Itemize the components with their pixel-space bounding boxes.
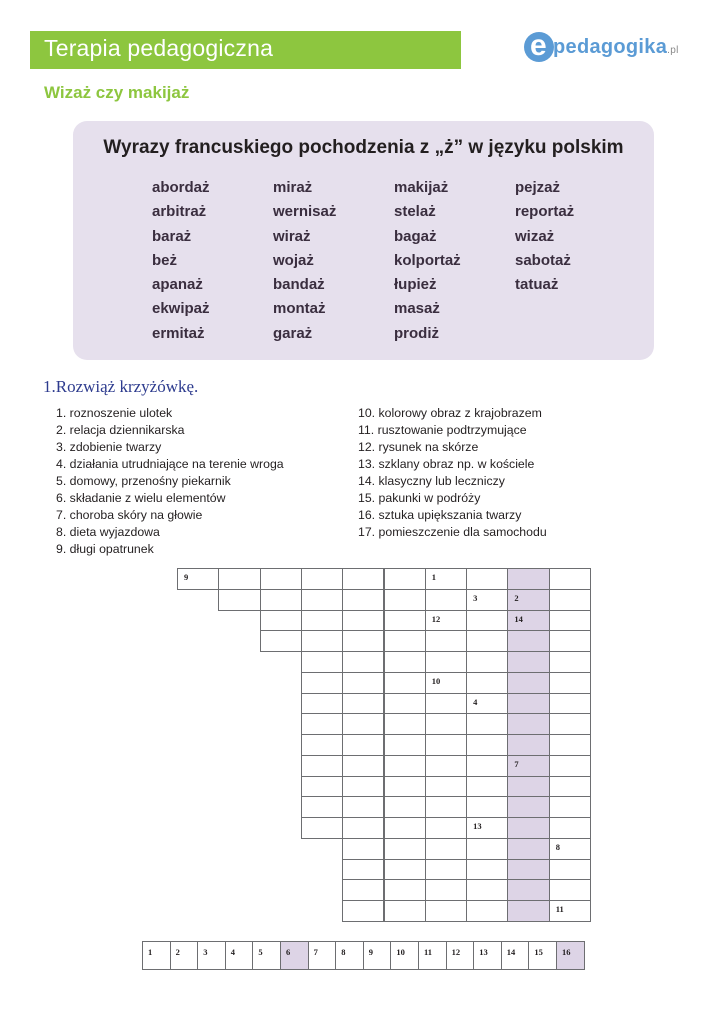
answer-cell[interactable] xyxy=(556,941,585,970)
crossword-cell[interactable] xyxy=(342,693,384,715)
crossword-cell[interactable] xyxy=(507,713,549,735)
crossword-cell[interactable] xyxy=(301,796,343,818)
answer-cell-number: 13 xyxy=(479,947,488,957)
word-item: ekwipaż xyxy=(152,300,210,318)
answer-cell-number: 4 xyxy=(230,947,236,957)
crossword-cell[interactable] xyxy=(466,734,508,756)
clue-item: 6. składanie z wielu elementów xyxy=(56,491,226,505)
crossword-cell[interactable] xyxy=(425,859,467,881)
crossword-cell[interactable] xyxy=(342,734,384,756)
crossword-cell[interactable] xyxy=(507,796,549,818)
crossword-cell[interactable] xyxy=(507,776,549,798)
clue-item: 1. roznoszenie ulotek xyxy=(56,406,173,420)
crossword-clue-number: 8 xyxy=(555,841,560,852)
answer-cell-number: 10 xyxy=(396,947,405,957)
crossword-cell[interactable] xyxy=(301,755,343,777)
crossword-cell[interactable] xyxy=(342,900,384,922)
crossword-cell[interactable] xyxy=(425,734,467,756)
crossword-cell[interactable] xyxy=(425,610,467,632)
word-list-title: Wyrazy francuskiego pochodzenia z „ż” w języku polskim xyxy=(103,137,624,158)
word-column-2 xyxy=(273,176,336,346)
crossword-cell[interactable] xyxy=(466,693,508,715)
clue-item: 12. rysunek na skórze xyxy=(358,440,479,454)
crossword-clue-number: 2 xyxy=(514,592,519,603)
clue-item: 2. relacja dziennikarska xyxy=(56,423,185,437)
answer-cell-number: 8 xyxy=(341,947,346,957)
clue-item: 3. zdobienie twarzy xyxy=(56,440,162,454)
answer-cell[interactable] xyxy=(142,941,171,970)
crossword-cell[interactable] xyxy=(342,610,384,632)
crossword-cell[interactable] xyxy=(384,817,426,839)
crossword-cell[interactable] xyxy=(342,589,384,611)
answer-cell-number: 3 xyxy=(203,947,208,957)
section-subtitle: Wizaż czy makijaż xyxy=(44,83,190,102)
crossword-cell[interactable] xyxy=(507,879,549,901)
crossword-cell[interactable] xyxy=(507,630,549,652)
clue-item: 11. rusztowanie podtrzymujące xyxy=(358,423,527,437)
crossword-cell[interactable] xyxy=(425,817,467,839)
crossword-cell[interactable] xyxy=(342,838,384,860)
crossword-cell[interactable] xyxy=(507,859,549,881)
word-item: pejzaż xyxy=(515,179,561,196)
crossword-cell[interactable] xyxy=(549,859,591,881)
clue-item: 16. sztuka upiększania twarzy xyxy=(358,508,522,522)
crossword-cell[interactable] xyxy=(549,900,591,922)
crossword-cell[interactable] xyxy=(425,693,467,715)
clue-item: 9. długi opatrunek xyxy=(56,542,154,556)
clues-right xyxy=(358,405,547,541)
answer-cell-number: 15 xyxy=(534,947,543,957)
crossword-cell[interactable] xyxy=(342,630,384,652)
crossword-cell[interactable] xyxy=(549,776,591,798)
crossword-cell[interactable] xyxy=(425,651,467,673)
crossword-cell[interactable] xyxy=(466,713,508,735)
word-item: reportaż xyxy=(515,203,575,221)
crossword-cell[interactable] xyxy=(549,630,591,652)
crossword-cell[interactable] xyxy=(507,755,549,777)
crossword-clue-number: 12 xyxy=(431,613,441,624)
crossword-clue-number: 11 xyxy=(555,904,564,914)
crossword-cell[interactable] xyxy=(466,610,508,632)
word-item: łupież xyxy=(394,276,437,294)
crossword-cell[interactable] xyxy=(425,672,467,694)
crossword-cell[interactable] xyxy=(260,610,302,632)
answer-cell-number: 2 xyxy=(175,947,180,957)
crossword-cell[interactable] xyxy=(549,817,591,839)
crossword-cell[interactable] xyxy=(384,693,426,715)
answer-cell[interactable] xyxy=(252,941,281,970)
crossword-cell[interactable] xyxy=(342,859,384,881)
crossword-cell[interactable] xyxy=(384,651,426,673)
crossword-cell[interactable] xyxy=(549,589,591,611)
crossword-clue-number: 1 xyxy=(431,572,437,582)
answer-cell-number: 16 xyxy=(562,947,571,957)
answer-cell[interactable] xyxy=(197,941,226,970)
clues-left xyxy=(56,405,284,558)
crossword-cell[interactable] xyxy=(384,900,426,922)
crossword-clue-number: 9 xyxy=(184,572,189,582)
crossword-cell[interactable] xyxy=(260,589,302,611)
word-item: beż xyxy=(152,251,178,269)
crossword-clue-number: 4 xyxy=(473,696,478,707)
logo-tld: .pl xyxy=(667,45,679,56)
crossword-cell[interactable] xyxy=(301,589,343,611)
answer-cell-number: 6 xyxy=(286,947,291,957)
crossword-cell[interactable] xyxy=(425,568,467,590)
crossword-cell[interactable] xyxy=(425,776,467,798)
crossword-cell[interactable] xyxy=(549,755,591,777)
crossword-clue-number: 14 xyxy=(514,613,523,624)
word-item: stelaż xyxy=(394,203,436,221)
crossword-cell[interactable] xyxy=(342,713,384,735)
crossword-cell[interactable] xyxy=(301,734,343,756)
crossword-cell[interactable] xyxy=(466,838,508,860)
crossword-cell[interactable] xyxy=(466,879,508,901)
word-item: abordaż xyxy=(152,179,210,196)
crossword-clue-number: 7 xyxy=(514,758,519,769)
crossword-cell[interactable] xyxy=(549,879,591,901)
banner-title: Terapia pedagogiczna xyxy=(44,35,274,61)
answer-cell[interactable] xyxy=(473,941,502,970)
crossword-cell[interactable] xyxy=(177,568,219,590)
word-item: wojaż xyxy=(273,251,314,269)
word-item: miraż xyxy=(273,179,313,196)
crossword-cell[interactable] xyxy=(384,630,426,652)
crossword-clue-number: 13 xyxy=(473,821,482,831)
word-item: arbitraż xyxy=(152,203,207,221)
clue-item: 17. pomieszczenie dla samochodu xyxy=(358,525,547,539)
word-item: baraż xyxy=(152,227,192,245)
crossword-cell[interactable] xyxy=(260,568,302,590)
crossword-cell[interactable] xyxy=(384,859,426,881)
answer-cell-number: 11 xyxy=(424,947,433,957)
crossword-cell[interactable] xyxy=(425,900,467,922)
crossword-cell[interactable] xyxy=(425,589,467,611)
crossword-cell[interactable] xyxy=(466,755,508,777)
clue-item: 4. działania utrudniające na terenie wroga xyxy=(56,457,284,471)
answer-cell[interactable] xyxy=(335,941,364,970)
word-item: ermitaż xyxy=(152,324,205,342)
word-item: prodiż xyxy=(394,324,439,342)
answer-cell[interactable] xyxy=(501,941,530,970)
clue-item: 7. choroba skóry na głowie xyxy=(56,508,203,522)
crossword-cell[interactable] xyxy=(507,693,549,715)
crossword-cell[interactable] xyxy=(425,796,467,818)
clue-item: 14. klasyczny lub leczniczy xyxy=(358,474,505,488)
crossword-cell[interactable] xyxy=(301,651,343,673)
crossword-cell[interactable] xyxy=(507,817,549,839)
word-item: masaż xyxy=(394,300,440,318)
crossword-cell[interactable] xyxy=(507,672,549,694)
logo-text: pedagogika xyxy=(553,36,668,58)
word-column-4 xyxy=(515,176,574,297)
word-column-1 xyxy=(152,176,210,346)
word-item: wernisaż xyxy=(273,203,337,221)
crossword-cell[interactable] xyxy=(301,672,343,694)
answer-cell-number: 1 xyxy=(148,947,153,957)
crossword-cell[interactable] xyxy=(549,672,591,694)
crossword-cell[interactable] xyxy=(301,817,343,839)
crossword-cell[interactable] xyxy=(384,713,426,735)
crossword-cell[interactable] xyxy=(260,630,302,652)
crossword-cell[interactable] xyxy=(384,796,426,818)
word-list-box xyxy=(73,121,654,360)
answer-cell-number: 7 xyxy=(313,947,318,957)
clue-item: 5. domowy, przenośny piekarnik xyxy=(56,474,231,488)
crossword-cell[interactable] xyxy=(466,589,508,611)
crossword-cell[interactable] xyxy=(466,630,508,652)
answer-cell[interactable] xyxy=(225,941,254,970)
crossword-cell[interactable] xyxy=(507,734,549,756)
crossword-cell[interactable] xyxy=(507,589,549,611)
crossword-cell[interactable] xyxy=(466,796,508,818)
word-item: bagaż xyxy=(394,227,437,245)
answer-cell-number: 9 xyxy=(368,947,374,957)
logo-e-letter: e xyxy=(530,29,547,62)
crossword-cell[interactable] xyxy=(384,672,426,694)
crossword-cell[interactable] xyxy=(466,900,508,922)
word-item: wizaż xyxy=(515,227,555,245)
crossword-clue-number: 10 xyxy=(431,675,441,686)
crossword-cell[interactable] xyxy=(301,610,343,632)
crossword-cell[interactable] xyxy=(384,755,426,777)
crossword-cell[interactable] xyxy=(384,776,426,798)
crossword-cell[interactable] xyxy=(301,776,343,798)
crossword-cell[interactable] xyxy=(549,693,591,715)
crossword-cell[interactable] xyxy=(549,568,591,590)
crossword-cell[interactable] xyxy=(549,713,591,735)
crossword-cell[interactable] xyxy=(301,568,343,590)
clue-item: 10. kolorowy obraz z krajobrazem xyxy=(358,406,542,420)
clue-item: 13. szklany obraz np. w kościele xyxy=(358,457,535,471)
logo-wordmark xyxy=(553,36,679,59)
crossword-cell[interactable] xyxy=(384,589,426,611)
crossword-cell[interactable] xyxy=(342,568,384,590)
crossword-cell[interactable] xyxy=(549,734,591,756)
word-item: kolportaż xyxy=(394,251,461,269)
crossword-cell[interactable] xyxy=(384,734,426,756)
word-item: makijaż xyxy=(394,179,449,196)
crossword-cell[interactable] xyxy=(507,838,549,860)
crossword-cell[interactable] xyxy=(549,838,591,860)
answer-cell[interactable] xyxy=(363,941,392,970)
crossword-cell[interactable] xyxy=(507,610,549,632)
crossword-cell[interactable] xyxy=(384,879,426,901)
crossword-cell[interactable] xyxy=(384,610,426,632)
crossword-clue-number: 3 xyxy=(473,592,478,603)
crossword-cell[interactable] xyxy=(466,776,508,798)
header-banner xyxy=(30,31,461,69)
crossword-cell[interactable] xyxy=(425,630,467,652)
crossword-cell[interactable] xyxy=(466,651,508,673)
crossword-cell[interactable] xyxy=(342,651,384,673)
clue-item: 8. dieta wyjazdowa xyxy=(56,525,160,539)
crossword-cell[interactable] xyxy=(507,900,549,922)
answer-cell-number: 5 xyxy=(258,947,263,957)
crossword-cell[interactable] xyxy=(342,817,384,839)
crossword-cell[interactable] xyxy=(301,713,343,735)
crossword-cell[interactable] xyxy=(218,568,260,590)
word-column-3 xyxy=(394,176,461,346)
crossword-cell[interactable] xyxy=(342,672,384,694)
crossword-cell[interactable] xyxy=(549,651,591,673)
crossword-cell[interactable] xyxy=(549,796,591,818)
crossword-cell[interactable] xyxy=(425,713,467,735)
crossword-cell[interactable] xyxy=(507,568,549,590)
clue-item: 15. pakunki w podróży xyxy=(358,491,481,505)
epedagogika-logo[interactable] xyxy=(524,30,684,70)
word-item: bandaż xyxy=(273,276,325,294)
answer-cell[interactable] xyxy=(390,941,419,970)
answer-cell-number: 12 xyxy=(451,947,461,957)
crossword-cell[interactable] xyxy=(466,817,508,839)
crossword-cell[interactable] xyxy=(549,610,591,632)
answer-cell[interactable] xyxy=(418,941,447,970)
crossword-cell[interactable] xyxy=(342,776,384,798)
crossword-cell[interactable] xyxy=(301,693,343,715)
answer-cell[interactable] xyxy=(170,941,199,970)
word-item: apanaż xyxy=(152,276,203,294)
crossword-cell[interactable] xyxy=(425,879,467,901)
crossword-cell[interactable] xyxy=(342,879,384,901)
word-item: montaż xyxy=(273,300,326,318)
crossword-cell[interactable] xyxy=(384,568,426,590)
answer-cell[interactable] xyxy=(446,941,475,970)
crossword-cell[interactable] xyxy=(425,838,467,860)
crossword-cell[interactable] xyxy=(342,755,384,777)
crossword-cell[interactable] xyxy=(425,755,467,777)
logo-e-badge xyxy=(524,29,554,62)
answer-cell[interactable] xyxy=(308,941,337,970)
word-item: garaż xyxy=(273,324,313,342)
crossword-cell[interactable] xyxy=(301,630,343,652)
crossword-cell[interactable] xyxy=(218,589,260,611)
crossword-cell[interactable] xyxy=(466,859,508,881)
crossword-cell[interactable] xyxy=(466,672,508,694)
crossword-cell[interactable] xyxy=(507,651,549,673)
answer-cell-number: 14 xyxy=(506,947,516,957)
answer-cell[interactable] xyxy=(280,941,309,970)
crossword-cell[interactable] xyxy=(342,796,384,818)
exercise-title: 1.Rozwiąż krzyżówkę. xyxy=(43,377,199,396)
word-item: tatuaż xyxy=(515,276,559,294)
crossword-cell[interactable] xyxy=(466,568,508,590)
word-item: wiraż xyxy=(273,227,311,245)
word-item: sabotaż xyxy=(515,251,571,269)
crossword-cell[interactable] xyxy=(384,838,426,860)
answer-cell[interactable] xyxy=(528,941,557,970)
